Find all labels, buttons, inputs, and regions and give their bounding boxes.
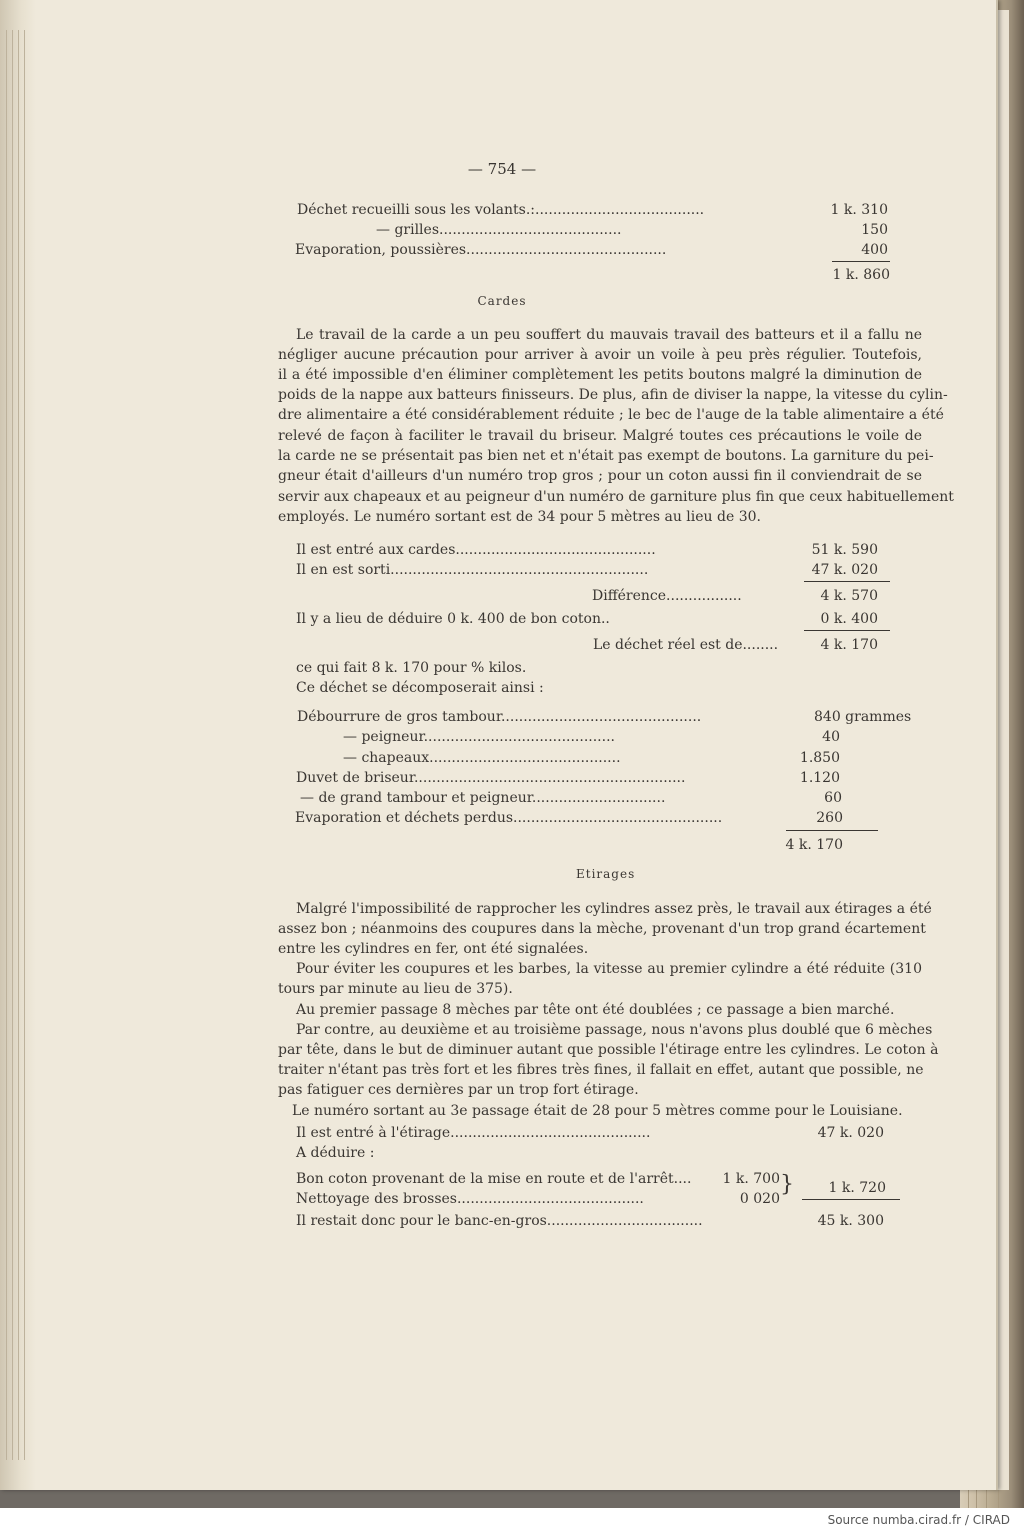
para-cardes-line: la carde ne se présentait pas bien net et n'était pas exempt de boutons. La garniture du pei-	[278, 448, 934, 464]
table4-rule	[802, 1199, 900, 1200]
para-cardes-line: servir aux chapeaux et au peigneur d'un numéro de garniture plus fin que ceux habituellement	[278, 489, 954, 505]
para-etirages-line: pas fatiguer ces dernières par un trop fort étirage.	[278, 1082, 639, 1098]
table4-restait-label: Il restait donc pour le banc-en-gros...................................	[296, 1213, 703, 1229]
para-cardes-line: il a été impossible d'en éliminer complètement les petits boutons malgré la diminution de	[278, 367, 922, 383]
table2-note-2: Ce déchet se décomposerait ainsi :	[296, 680, 544, 696]
table2-sorti-label: Il en est sorti..........................................................	[296, 562, 649, 578]
table2-rule-1	[804, 581, 890, 582]
table2-deduire-value: 0 k. 400	[820, 611, 878, 627]
table2-rule-2	[804, 630, 890, 631]
curly-brace-icon: }	[780, 1172, 794, 1197]
para-etirages-line: Malgré l'impossibilité de rapprocher les cylindres assez près, le travail aux étirages a été	[296, 901, 932, 917]
para-etirages-line: par tête, dans le but de diminuer autant que possible l'étirage entre les cylindres. Le coton à	[278, 1042, 939, 1058]
table2-reel-label: Le déchet réel est de........	[593, 637, 779, 653]
table2-entre-label: Il est entré aux cardes.............................................	[296, 542, 656, 558]
para-cardes-line: gneur était d'ailleurs d'un numéro trop gros ; pour un coton aussi fin il conviendrait de se	[278, 468, 922, 484]
para-cardes-line: relevé de façon à faciliter le travail du briseur. Malgré toutes ces précautions le voile de	[278, 428, 922, 444]
para-cardes-line: Le travail de la carde a un peu souffert du mauvais travail des batteurs et il a fallu ne	[296, 327, 922, 343]
table4-a-deduire: A déduire :	[296, 1145, 375, 1161]
table3-value-2: 40	[822, 729, 840, 745]
table1-label-2: — grilles.........................................	[376, 222, 622, 238]
table2-reel-value: 4 k. 170	[820, 637, 878, 653]
table2-note-1: ce qui fait 8 k. 170 pour % kilos.	[296, 660, 527, 676]
table2-deduire-label: Il y a lieu de déduire 0 k. 400 de bon coton..	[296, 611, 610, 627]
para-etirages-line: Par contre, au deuxième et au troisième passage, nous n'avons plus doublé que 6 mèches	[296, 1022, 933, 1038]
para-etirages-line: traiter n'étant pas très fort et les fibres très fines, il fallait en effet, autant que possible, ne	[278, 1062, 924, 1078]
table2-diff-label: Différence.................	[592, 588, 742, 604]
table4-bon-label: Bon coton provenant de la mise en route et de l'arrêt....	[296, 1171, 692, 1187]
table3-total: 4 k. 170	[785, 837, 843, 853]
table3-label-5: — de grand tambour et peigneur..............................	[300, 790, 666, 806]
table3-value-5: 60	[824, 790, 842, 806]
table2-diff-value: 4 k. 570	[820, 588, 878, 604]
para-etirages-line: Au premier passage 8 mèches par tête ont été doublées ; ce passage a bien marché.	[296, 1002, 895, 1018]
table3-rule	[786, 830, 878, 831]
table3-value-6: 260	[816, 810, 843, 826]
table4-entre-label: Il est entré à l'étirage.............................................	[296, 1125, 651, 1141]
para-cardes-line: employés. Le numéro sortant est de 34 pour 5 mètres au lieu de 30.	[278, 509, 761, 525]
para-cardes-line: dre alimentaire a été considérablement réduite ; le bec de l'auge de la table alimentaire a été	[278, 407, 944, 423]
table1-value-2: 150	[861, 222, 888, 238]
para-etirages-line: assez bon ; néanmoins des coupures dans la mèche, provenant d'un trop grand écartement	[278, 921, 926, 937]
table1-rule	[832, 261, 890, 262]
table1-value-1: 1 k. 310	[830, 202, 888, 218]
table2-sorti-value: 47 k. 020	[811, 562, 878, 578]
table2-entre-value: 51 k. 590	[811, 542, 878, 558]
para-cardes-line: négliger aucune précaution pour arriver à avoir un voile à peu près régulier. Toutefois,	[278, 347, 922, 363]
table4-restait-value: 45 k. 300	[817, 1213, 884, 1229]
table3-label-4: Duvet de briseur.............................................................	[296, 770, 686, 786]
para-etirages-line: entre les cylindres en fer, ont été signalées.	[278, 941, 589, 957]
table1-value-3: 400	[861, 242, 888, 258]
table1-label-3: Evaporation, poussières.............................................	[295, 242, 667, 258]
table4-nett-value: 0 020	[739, 1191, 780, 1207]
para-cardes-line: poids de la nappe aux batteurs finisseurs. De plus, afin de diviser la nappe, la vitesse du cylin-	[278, 387, 948, 403]
table4-entre-value: 47 k. 020	[817, 1125, 884, 1141]
section-title-etirages-text: Etirages	[576, 867, 636, 881]
table4-sum-value: 1 k. 720	[828, 1180, 886, 1196]
table1-total: 1 k. 860	[832, 267, 890, 283]
page-gutter	[0, 0, 36, 1490]
table3-label-2: — peigneur...........................................	[343, 729, 615, 745]
table3-value-1: 840 grammes	[814, 709, 912, 725]
source-credit: Source numba.cirad.fr / CIRAD	[827, 1513, 1010, 1527]
para-etirages-line: Le numéro sortant au 3e passage était de 28 pour 5 mètres comme pour le Louisiane.	[292, 1103, 903, 1119]
table3-value-3: 1.850	[799, 750, 840, 766]
table1-label-1: Déchet recueilli sous les volants.:......................................	[297, 202, 705, 218]
table4-nett-label: Nettoyage des brosses..........................................	[296, 1191, 644, 1207]
table3-label-6: Evaporation et déchets perdus...............................................	[295, 810, 723, 826]
table3-label-3: — chapeaux...........................................	[343, 750, 621, 766]
table3-value-4: 1.120	[799, 770, 840, 786]
section-title-cardes: Cardes	[477, 294, 527, 308]
page-number: — 754 —	[467, 160, 537, 178]
table3-label-1: Débourrure de gros tambour.............................................	[297, 709, 702, 725]
table4-bon-value: 1 k. 700	[722, 1171, 780, 1187]
para-etirages-line: Pour éviter les coupures et les barbes, la vitesse au premier cylindre a été réduite (310	[296, 961, 922, 977]
para-etirages-line: tours par minute au lieu de 375).	[278, 981, 513, 997]
